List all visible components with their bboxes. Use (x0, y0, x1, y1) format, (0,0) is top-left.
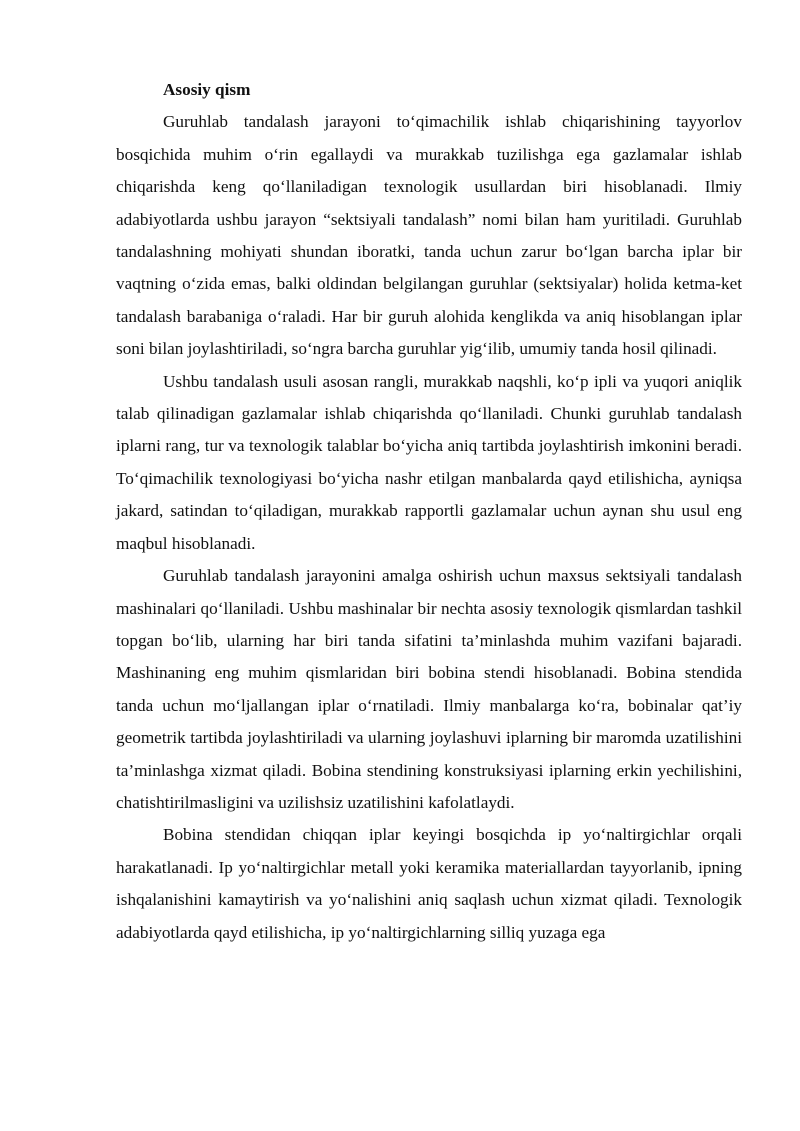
paragraph-1: Guruhlab tandalash jarayoni to‘qimachilik ishlab chiqarishining tayyorlov bosqichida muhim o‘rin egallaydi va murakkab tuzilishga ega gazlamalar ishlab chiqarishda keng qo‘llaniladigan texnologik usullardan biri hisoblanadi. Ilmiy adabiyotlarda ushbu jarayon “sektsiyali tandalash” nomi bilan ham yuritiladi. Guruhlab tandalashning mohiyati shundan iboratki, tanda uchun zarur bo‘lgan barcha iplar bir vaqtning o‘zida emas, balki oldindan belgilangan guruhlar (sektsiyalar) holida ketma-ket tandalash barabaniga o‘raladi. Har bir guruh alohida kenglikda va aniq hisoblangan iplar soni bilan joylashtiriladi, so‘ngra barcha guruhlar yig‘ilib, umumiy tanda hosil qilinadi. (116, 112, 742, 359)
document-page (116, 74, 742, 949)
section-heading: Asosiy qism (163, 80, 251, 99)
paragraph-4: Bobina stendidan chiqqan iplar keyingi bosqichda ip yo‘naltirgichlar orqali harakatlanadi. Ip yo‘naltirgichlar metall yoki keramika materiallardan tayyorlanib, ipning ishqalanishini kamaytirish va yo‘nalishini aniq saqlash uchun xizmat qiladi. Texnologik adabiyotlarda qayd etilishicha, ip yo‘naltirgichlarning silliq yuzaga ega (116, 825, 742, 942)
paragraph-2: Ushbu tandalash usuli asosan rangli, murakkab naqshli, ko‘p ipli va yuqori aniqlik talab qilinadigan gazlamalar ishlab chiqarishda qo‘llaniladi. Chunki guruhlab tandalash iplarni rang, tur va texnologik talablar bo‘yicha aniq tartibda joylashtirish imkonini beradi. To‘qimachilik texnologiyasi bo‘yicha nashr etilgan manbalarda qayd etilishicha, ayniqsa jakard, satindan to‘qiladigan, murakkab rapportli gazlamalar uchun aynan shu usul eng maqbul hisoblanadi. (116, 371, 742, 553)
paragraph-3: Guruhlab tandalash jarayonini amalga oshirish uchun maxsus sektsiyali tandalash mashinalari qo‘llaniladi. Ushbu mashinalar bir nechta asosiy texnologik qismlardan tashkil topgan bo‘lib, ularning har biri tanda sifatini ta’minlashda muhim vazifani bajaradi. Mashinaning eng muhim qismlaridan biri bobina stendi hisoblanadi. Bobina stendida tanda uchun mo‘ljallangan iplar o‘rnatiladi. Ilmiy manbalarga ko‘ra, bobinalar qat’iy geometrik tartibda joylashtiriladi va ularning joylashuvi iplarning bir maromda uzatilishini ta’minlashga xizmat qiladi. Bobina stendining konstruksiyasi iplarning erkin yechilishini, chatishtirilmasligini va uzilishsiz uzatilishini kafolatlaydi. (116, 566, 742, 812)
